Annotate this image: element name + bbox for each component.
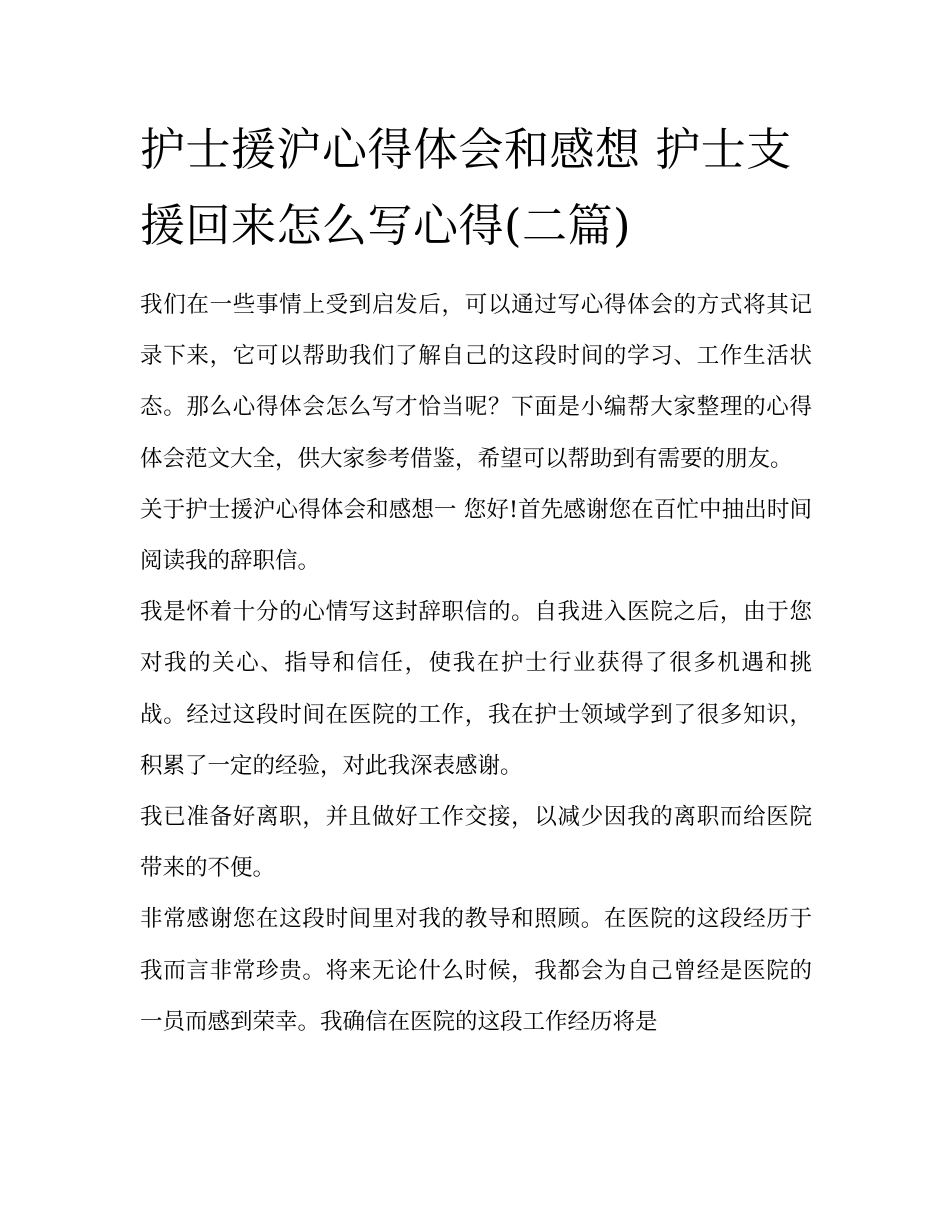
document-body [140, 280, 812, 1048]
document-title: 护士援沪心得体会和感想 护士支援回来怎么写心得(二篇) [140, 123, 792, 252]
paragraph-greeting: 关于护士援沪心得体会和感想一 您好!首先感谢您在百忙中抽出时间阅读我的辞职信。 [140, 496, 812, 575]
paragraph-thanks: 我是怀着十分的心情写这封辞职信的。自我进入医院之后，由于您对我的关心、指导和信任，使我在护士行业获得了很多机遇和挑战。经过这段时间在医院的工作，我在护士领域学到了很多知识，积累了一定的经验，对此我深表感谢。 [140, 599, 812, 779]
paragraph-handover: 我已准备好离职，并且做好工作交接，以减少因我的离职而给医院带来的不便。 [140, 804, 812, 882]
paragraph-closing: 非常感谢您在这段时间里对我的教导和照顾。在医院的这段经历于我而言非常珍贵。将来无论什么时候，我都会为自己曾经是医院的一员而感到荣幸。我确信在医院的这段工作经历将是 [140, 906, 812, 1035]
document-content [140, 112, 812, 1048]
paragraph-intro: 我们在一些事情上受到启发后，可以通过写心得体会的方式将其记录下来，它可以帮助我们了解自己的这段时间的学习、工作生活状态。那么心得体会怎么写才恰当呢？下面是小编帮大家整理的心得体会范文大全，供大家参考借鉴，希望可以帮助到有需要的朋友。 [140, 292, 812, 472]
